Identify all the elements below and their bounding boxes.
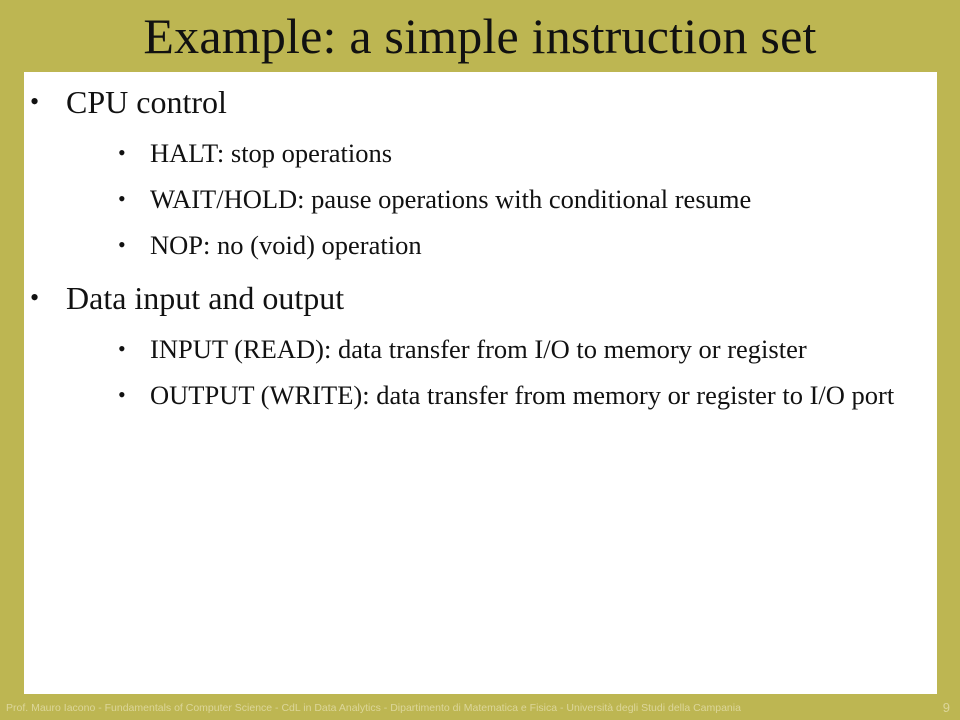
list-item-text: WAIT/HOLD: pause operations with conditional resume (150, 184, 752, 214)
list-item (66, 134, 937, 172)
bullet-icon: • (30, 87, 40, 116)
content-panel (24, 72, 937, 694)
bullet-icon: • (118, 232, 126, 257)
list-item-text: HALT: stop operations (150, 138, 393, 168)
bullet-icon: • (118, 336, 126, 361)
bullet-icon: • (118, 382, 126, 407)
list-item-text: OUTPUT (WRITE): data transfer from memory or register to I/O port (150, 380, 895, 410)
section-cpu-control (24, 82, 937, 264)
slide-title: Example: a simple instruction set (143, 8, 817, 64)
sub-list (66, 330, 937, 414)
list-item-text: INPUT (READ): data transfer from I/O to memory or register (150, 334, 807, 364)
list-item (66, 330, 937, 368)
section-data-io (24, 278, 937, 414)
sub-list (66, 134, 937, 264)
bullet-icon: • (30, 283, 40, 312)
list-item (66, 180, 937, 218)
footer-text: Prof. Mauro Iacono - Fundamentals of Computer Science - CdL in Data Analytics - Dipartimento di Matematica e Fisica - Università degli Studi della Campania (6, 702, 741, 714)
list-item-text: NOP: no (void) operation (150, 230, 422, 260)
section-heading: CPU control (66, 84, 227, 120)
page-number: 9 (942, 700, 950, 715)
bullet-list (24, 82, 937, 414)
bullet-icon: • (118, 186, 126, 211)
section-heading: Data input and output (66, 280, 345, 316)
list-item (66, 226, 937, 264)
list-item (66, 376, 937, 414)
bullet-icon: • (118, 140, 126, 165)
